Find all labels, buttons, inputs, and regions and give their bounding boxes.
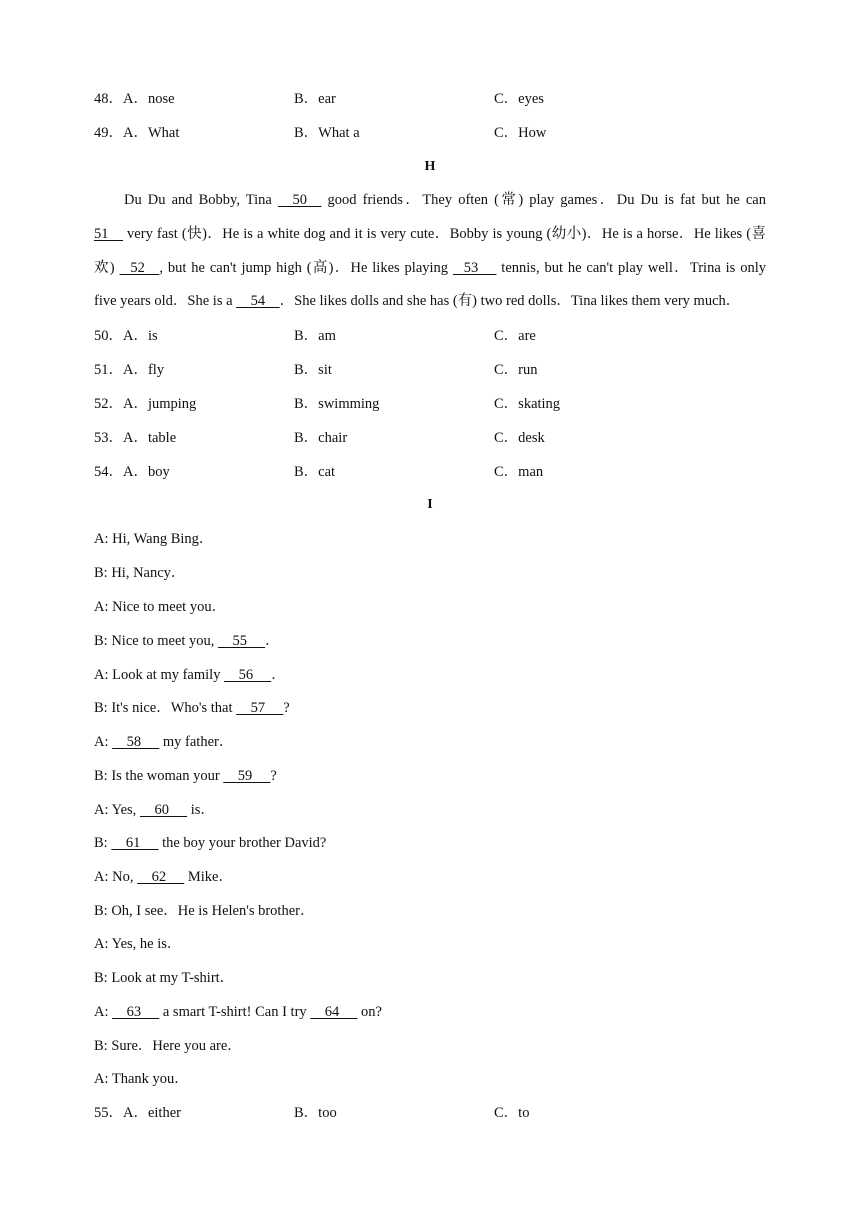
dialogue-line: B: Sure．Here you are． [94, 1038, 242, 1054]
blank-61[interactable]: 61 [111, 835, 159, 851]
blank-58[interactable]: 58 [112, 734, 160, 750]
section-h-passage [94, 184, 766, 319]
dialogue-line: A: Look at my family 56 ． [94, 664, 286, 686]
blank-54[interactable]: 54 [236, 293, 280, 310]
blank-64[interactable]: 64 [310, 1004, 358, 1020]
q52-option-a[interactable]: 52．A．jumping [94, 396, 197, 412]
q53-option-c[interactable]: C．desk [494, 430, 545, 446]
dialogue-line: B: Is the woman your 59 ? [94, 765, 277, 787]
dialogue-line: A: Thank you． [94, 1071, 189, 1087]
question-48-options [94, 88, 774, 110]
blank-63[interactable]: 63 [112, 1004, 160, 1020]
passage-line: five years old．She is a 54 ．She likes dolls and she has (有) two red dolls．Tina likes them very much． [94, 285, 766, 319]
q51-option-b[interactable]: B．sit [294, 362, 332, 378]
q49-option-c[interactable]: C．How [494, 125, 547, 141]
q53-option-a[interactable]: 53．A．table [94, 430, 177, 446]
q48-option-b[interactable]: B．ear [294, 91, 336, 107]
q51-option-c[interactable]: C．run [494, 362, 538, 378]
blank-53[interactable]: 53 [452, 259, 497, 276]
dialogue-line: A: Nice to meet you． [94, 599, 227, 615]
question-53-options [94, 427, 774, 449]
q48-option-a[interactable]: 48．A．nose [94, 91, 175, 107]
dialogue-line: B: Oh, I see．He is Helen's brother． [94, 903, 315, 919]
question-50-options [94, 325, 774, 347]
q49-option-a[interactable]: 49．A．What [94, 125, 180, 141]
q53-option-b[interactable]: B．chair [294, 430, 348, 446]
dialogue-line: A: Yes, 60 is． [94, 799, 215, 821]
question-51-options [94, 359, 774, 381]
q54-option-b[interactable]: B．cat [294, 464, 336, 480]
q54-option-c[interactable]: C．man [494, 464, 544, 480]
q55-option-b[interactable]: B．too [294, 1105, 337, 1121]
q55-option-a[interactable]: 55．A．either [94, 1105, 181, 1121]
dialogue-line: B: 61 the boy your brother David? [94, 832, 326, 854]
blank-57[interactable]: 57 [236, 700, 284, 716]
dialogue-line: A: No, 62 Mike． [94, 866, 233, 888]
section-h-title: H [424, 159, 436, 174]
dialogue-line: B: Hi, Nancy． [94, 565, 186, 581]
question-52-options [94, 393, 774, 415]
blank-52[interactable]: 52 [119, 259, 160, 276]
q48-option-c[interactable]: C．eyes [494, 91, 544, 107]
q52-option-c[interactable]: C．skating [494, 396, 561, 412]
dialogue-line: B: Nice to meet you, 55 ． [94, 630, 280, 652]
dialogue-line: A: 63 a smart T-shirt! Can I try 64 on? [94, 1001, 382, 1023]
dialogue-line: A: Yes, he is． [94, 936, 182, 952]
q52-option-b[interactable]: B．swimming [294, 396, 380, 412]
blank-50[interactable]: 50 [277, 192, 322, 208]
q50-option-c[interactable]: C．are [494, 328, 536, 344]
section-i-title: I [427, 497, 433, 512]
blank-60[interactable]: 60 [139, 802, 188, 818]
question-54-options [94, 461, 774, 483]
question-55-options [94, 1102, 774, 1124]
q50-option-b[interactable]: B．am [294, 328, 336, 344]
q49-option-b[interactable]: B．What a [294, 125, 360, 141]
blank-56[interactable]: 56 [224, 667, 272, 683]
q54-option-a[interactable]: 54．A．boy [94, 464, 170, 480]
dialogue-line: A: 58 my father． [94, 731, 233, 753]
passage-line: Du Du and Bobby, Tina 50 good friends．They often (常) play games．Du Du is fat but he can [94, 184, 766, 218]
dialogue-line: B: Look at my T-shirt． [94, 970, 235, 986]
question-49-options [94, 122, 774, 144]
blank-51[interactable]: 51 [94, 225, 123, 242]
dialogue-line: B: It's nice．Who's that 57 ? [94, 697, 290, 719]
dialogue-line: A: Hi, Wang Bing． [94, 531, 214, 547]
q50-option-a[interactable]: 50．A．is [94, 328, 158, 344]
passage-line: 51 very fast (快)．He is a white dog and it is very cute．Bobby is young (幼小)．He is a horse．He likes (喜 [94, 218, 766, 252]
passage-line: 欢) 52 , but he can't jump high (高)．He likes playing 53 tennis, but he can't play well．Trina is only [94, 252, 766, 286]
blank-62[interactable]: 62 [137, 869, 185, 885]
blank-55[interactable]: 55 [218, 633, 266, 649]
blank-59[interactable]: 59 [223, 768, 271, 784]
q51-option-a[interactable]: 51．A．fly [94, 362, 165, 378]
q55-option-c[interactable]: C．to [494, 1105, 530, 1121]
